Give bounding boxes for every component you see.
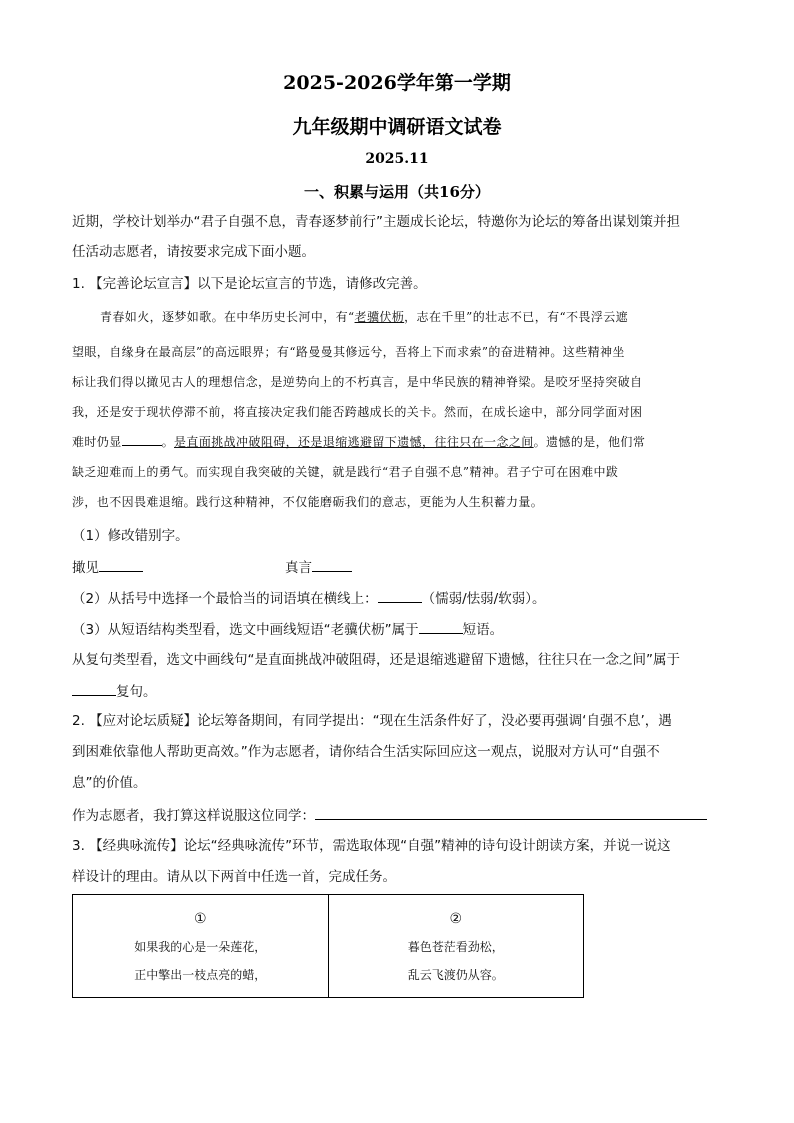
question-2-line-1: 2. 【应对论坛质疑】论坛筹备期间，有同学提出：“现在生活条件好了，没必要再强调‘自强不息’，遇 [72, 713, 672, 729]
passage-line-4: 我，还是安于现状停滞不前，将直接决定我们能否跨越成长的关卡。然而，在成长途中，部分同学面对困 [72, 405, 643, 419]
passage-line-2: 望眼，自缘身在最高层”的高远眼界；有“路曼曼其修远兮，吾将上下而求索”的奋进精神。这些精神坐 [72, 345, 625, 359]
typo-answer-row: 撖见 真言 [72, 557, 722, 578]
question-3-line-2: 样设计的理由。请从以下两首中任选一首，完成任务。 [72, 869, 396, 885]
typo-blank-2[interactable] [312, 557, 352, 572]
poem-2-line-2: 乱云飞渡仍从容。 [407, 968, 504, 982]
intro-line-2: 任活动志愿者，请按要求完成下面小题。 [72, 244, 315, 260]
poem-2-line-1: 暮色苍茫看劲松， [407, 940, 504, 954]
intro-line-1: 近期，学校计划举办“君子自强不息，青春逐梦前行”主题成长论坛，特邀你为论坛的筹备出谋划策并担 [72, 214, 680, 230]
question-1-heading: 1. 【完善论坛宣言】以下是论坛宣言的节选，请修改完善。 [72, 276, 427, 292]
passage-line-6: 缺乏迎难而上的勇气。而实现自我突破的关键，就是践行“君子自强不息”精神。君子宁可在困难中跋 [72, 465, 619, 479]
passage-line-3: 标让我们得以撖见古人的理想信念，是逆势向上的不朽真言，是中华民族的精神脊梁。是咬牙坚持突破自 [72, 375, 643, 389]
sentence-type-blank[interactable] [72, 681, 116, 696]
typo-blank-1[interactable] [99, 557, 143, 572]
poem-number-1: ① [193, 911, 207, 927]
semester-title: 2025-2026学年第一学期 [283, 72, 511, 94]
section-heading: 一、积累与运用（共16分） [304, 183, 490, 201]
poem-1-line-2: 正中擎出一枝点亮的蜡， [134, 968, 267, 982]
question-2-answer-blank[interactable] [315, 805, 707, 820]
sub-question-1: （1）修改错别字。 [72, 528, 189, 544]
passage-line-5: 难时仍显 。是直面挑战冲破阻碍，还是退缩逃避留下遗憾，往往只在一念之间。遗憾的是，他们常 [72, 431, 722, 452]
word-choice-blank[interactable] [378, 588, 422, 603]
exam-date: 2025.11 [365, 151, 429, 167]
poem-1-line-1: 如果我的心是一朵莲花， [134, 940, 267, 954]
question-3-line-1: 3. 【经典咏流传】论坛“经典咏流传”环节，需选取体现“自强”精神的诗句设计朗读方案，并说一说这 [72, 838, 671, 854]
passage-blank[interactable] [122, 431, 162, 446]
poem-cell-1 [73, 895, 329, 998]
passage-line-1: 青春如火，逐梦如歌。在中华历史长河中，有“老骥伏枥，志在千里”的壮志不已，有“不畏浮云遮 [100, 310, 629, 324]
underlined-sentence: 是直面挑战冲破阻碍，还是退缩逃避留下遗憾，往往只在一念之间 [174, 435, 534, 449]
sub-question-3: （3）从短语结构类型看，选文中画线短语“老骥伏枥”属于 短语。 [72, 619, 722, 640]
question-2-line-3: 息”的价值。 [72, 775, 147, 791]
sub-question-4-cont: 复句。 [72, 681, 722, 702]
question-2-line-2: 到困难依靠他人帮助更高效。”作为志愿者，请你结合生活实际回应这一观点，说服对方认可“自强不 [72, 744, 660, 760]
question-2-answer-row: 作为志愿者，我打算这样说服这位同学： [72, 805, 722, 826]
sub-question-4: 从复句类型看，选文中画线句“是直面挑战冲破阻碍，还是退缩逃避留下遗憾，往往只在一念之间”属于 [72, 652, 680, 668]
passage-line-7: 涉，也不因畏难退缩。践行这种精神，不仅能磨砺我们的意志，更能为人生积蓄力量。 [72, 495, 544, 509]
sub-question-2: （2）从括号中选择一个最恰当的词语填在横线上： （懦弱/怯弱/软弱）。 [72, 588, 722, 609]
poem-number-2: ② [449, 911, 463, 927]
poem-cell-2 [328, 895, 584, 998]
underlined-phrase: 老骥伏枥 [354, 310, 405, 324]
exam-title: 九年级期中调研语文试卷 [292, 116, 502, 138]
poem-table [72, 894, 584, 998]
phrase-type-blank[interactable] [419, 619, 463, 634]
